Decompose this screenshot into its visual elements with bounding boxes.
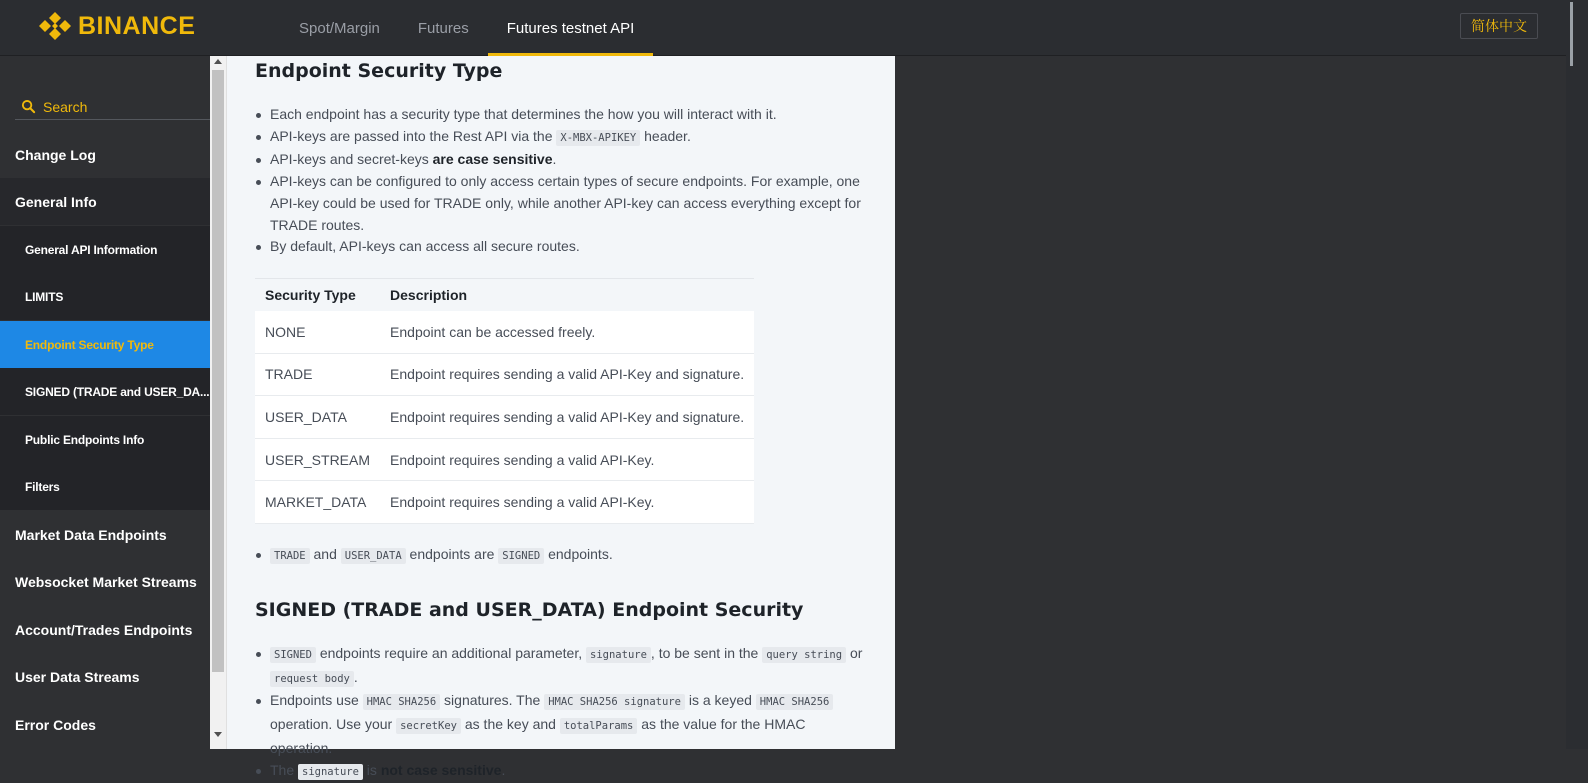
- bullet-text: endpoints are: [405, 546, 499, 562]
- table-cell: Endpoint requires sending a valid API-Key and signature.: [380, 353, 754, 396]
- bullet-text: header.: [640, 127, 691, 144]
- bullet-text: as the value for the HMAC operation.: [270, 716, 806, 756]
- inline-code: signature: [586, 647, 651, 663]
- bullet-text: is a keyed: [684, 692, 756, 709]
- code-samples-pane: [895, 56, 1566, 749]
- sidebar-item-account-trades-endpoints[interactable]: Account/Trades Endpoints: [15, 621, 193, 638]
- signed-security-bullets: [255, 643, 865, 783]
- bullet-text: The: [270, 761, 299, 778]
- nav-futures-testnet-api[interactable]: Futures testnet API: [488, 0, 654, 56]
- inline-code: HMAC SHA256 signature: [544, 694, 685, 710]
- table-cell: Endpoint requires sending a valid API-Key and signature.: [380, 396, 754, 439]
- bold-text: are case sensitive: [432, 151, 553, 168]
- top-nav: [280, 0, 653, 56]
- page-scrollbar[interactable]: [1566, 0, 1588, 749]
- list-item: [255, 171, 865, 236]
- main-content: [227, 56, 895, 778]
- top-navigation-bar: [0, 0, 1588, 56]
- table-cell: MARKET_DATA: [255, 481, 380, 524]
- bullet-text: or: [846, 645, 863, 661]
- scroll-up-arrow-icon[interactable]: [214, 59, 222, 64]
- table-row: [255, 481, 754, 524]
- bullet-text: .: [353, 668, 358, 685]
- table-cell: USER_DATA: [255, 396, 380, 439]
- security-type-bullets: [255, 104, 865, 258]
- list-item: [255, 126, 865, 150]
- sidebar-item-public-endpoints-info[interactable]: Public Endpoints Info: [0, 416, 210, 463]
- table-header-row: [255, 279, 754, 311]
- brand-name: BINANCE: [78, 11, 196, 40]
- bullet-text: is: [362, 761, 381, 778]
- binance-diamond-icon: [38, 9, 72, 43]
- sidebar-item-websocket-market-streams[interactable]: Websocket Market Streams: [15, 573, 197, 590]
- list-item: [255, 236, 865, 258]
- nav-spot-margin[interactable]: Spot/Margin: [299, 19, 380, 37]
- table-header-description: Description: [390, 286, 468, 303]
- inline-code: request body: [270, 671, 354, 687]
- bullet-text: Each endpoint has a security type that determines the how you will interact with it.: [270, 106, 777, 122]
- signed-note-bullets: [255, 544, 865, 568]
- scrollbar-thumb[interactable]: [212, 70, 224, 672]
- inline-code: query string: [762, 647, 846, 663]
- inline-code: secretKey: [396, 718, 461, 734]
- bullet-text: API-keys can be configured to only access certain types of secure endpoints. For example, one API-key could be used for TRADE only, while another API-key can access everything except for TRADE routes.: [270, 173, 861, 233]
- inline-code: SIGNED: [498, 548, 544, 564]
- sidebar: [0, 56, 210, 749]
- sidebar-item-user-data-streams[interactable]: User Data Streams: [15, 668, 140, 685]
- security-type-table: [255, 278, 754, 524]
- inline-code: HMAC SHA256: [756, 694, 834, 710]
- bullet-text: endpoints.: [544, 546, 613, 562]
- inline-code: totalParams: [560, 718, 638, 734]
- sidebar-item-general-api-information[interactable]: General API Information: [0, 226, 210, 273]
- list-item: [255, 760, 865, 783]
- section-title-endpoint-security-type: Endpoint Security Type: [255, 60, 503, 82]
- sidebar-item-error-codes[interactable]: Error Codes: [15, 716, 96, 733]
- bullet-text: , to be sent in the: [650, 645, 763, 661]
- inline-code: X-MBX-APIKEY: [556, 130, 640, 146]
- sidebar-item-signed-endpoint-security[interactable]: SIGNED (TRADE and USER_DA...: [0, 368, 210, 415]
- list-item: [255, 544, 865, 568]
- inline-code: signature: [298, 764, 363, 780]
- binance-logo[interactable]: [38, 9, 195, 43]
- nav-futures[interactable]: Futures: [417, 19, 469, 37]
- language-switch-button[interactable]: 简体中文: [1460, 13, 1538, 39]
- table-cell: Endpoint requires sending a valid API-Key.: [380, 481, 754, 524]
- table-row: [255, 353, 754, 396]
- bullet-text: endpoints require an additional parameter,: [315, 645, 587, 661]
- bold-text: not case sensitive: [380, 761, 502, 778]
- search-icon: [21, 99, 36, 114]
- scroll-down-arrow-icon[interactable]: [214, 732, 222, 737]
- table-row: [255, 438, 754, 481]
- search-box[interactable]: [15, 94, 210, 120]
- bullet-text: .: [552, 151, 557, 168]
- list-item: [255, 690, 865, 759]
- table-cell: USER_STREAM: [255, 438, 380, 481]
- bullet-text: and: [309, 546, 341, 562]
- table-cell: TRADE: [255, 353, 380, 396]
- list-item: [255, 104, 865, 126]
- bullet-text: By default, API-keys can access all secure routes.: [270, 238, 580, 255]
- table-header-security-type: Security Type: [265, 286, 356, 303]
- bullet-text: Endpoints use: [270, 692, 363, 709]
- page-scrollbar-thumb[interactable]: [1570, 2, 1573, 66]
- content-scrollbar[interactable]: [210, 56, 227, 749]
- sidebar-item-endpoint-security-type[interactable]: Endpoint Security Type: [0, 321, 210, 368]
- inline-code: TRADE: [270, 548, 310, 564]
- bullet-text: operation. Use your: [270, 716, 397, 733]
- list-item: [255, 643, 865, 690]
- sidebar-item-change-log[interactable]: Change Log: [15, 146, 96, 163]
- bullet-text: signatures. The: [440, 692, 545, 709]
- table-row: [255, 311, 754, 354]
- inline-code: USER_DATA: [341, 548, 406, 564]
- table-row: [255, 396, 754, 439]
- sidebar-item-limits[interactable]: LIMITS: [0, 273, 210, 320]
- section-title-signed-endpoint-security: SIGNED (TRADE and USER_DATA) Endpoint Security: [255, 599, 804, 621]
- sidebar-item-market-data-endpoints[interactable]: Market Data Endpoints: [15, 526, 167, 543]
- bullet-text: as the key and: [460, 716, 560, 733]
- sidebar-item-filters[interactable]: Filters: [0, 463, 210, 510]
- inline-code: SIGNED: [270, 647, 316, 663]
- search-input[interactable]: [43, 99, 193, 115]
- bullet-text: API-keys and secret-keys: [270, 151, 433, 168]
- bullet-text: API-keys are passed into the Rest API via the: [270, 127, 557, 144]
- table-cell: Endpoint can be accessed freely.: [380, 311, 754, 354]
- table-cell: Endpoint requires sending a valid API-Key.: [380, 438, 754, 481]
- table-cell: NONE: [255, 311, 380, 354]
- sidebar-item-general-info[interactable]: General Info: [0, 178, 210, 225]
- list-item: [255, 149, 865, 171]
- bullet-text: .: [501, 761, 506, 778]
- inline-code: HMAC SHA256: [363, 694, 441, 710]
